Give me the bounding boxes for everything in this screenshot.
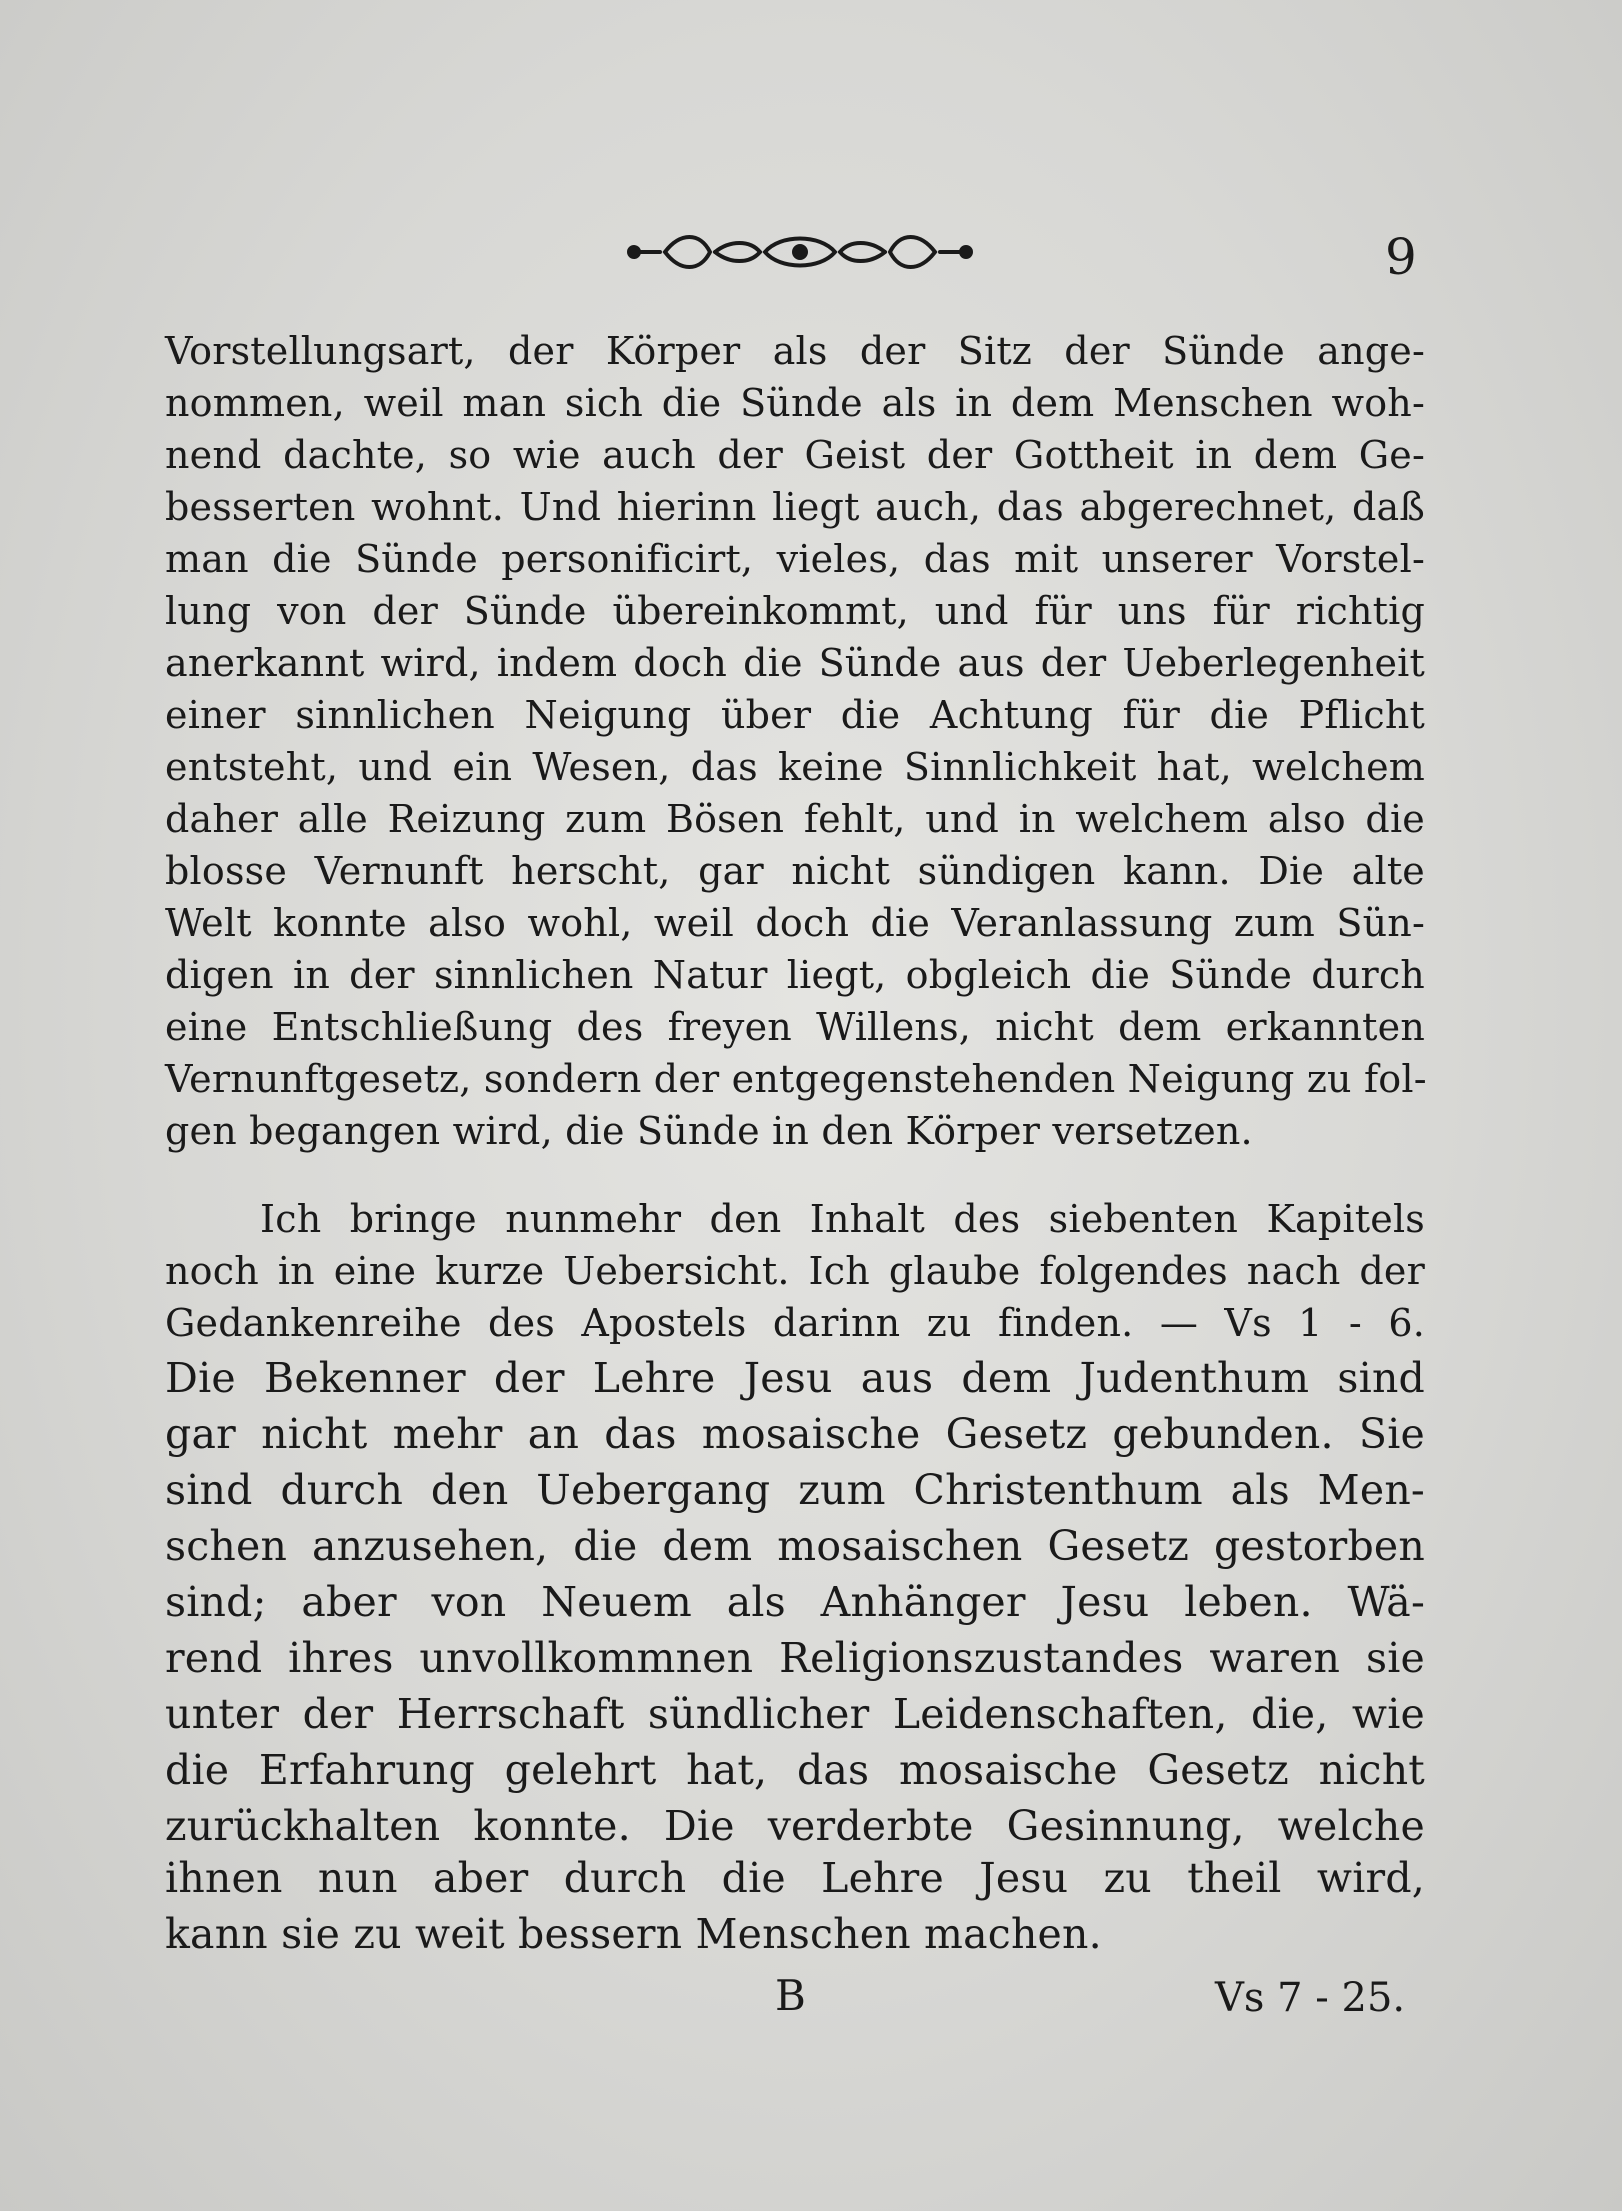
text-line: sind durch den Uebergang zum Christenthum als Men- bbox=[165, 1466, 1425, 1514]
page-number: 9 bbox=[1385, 228, 1417, 286]
text-line: nend dachte, so wie auch der Geist der Gottheit in dem Ge- bbox=[165, 433, 1425, 477]
text-line: noch in eine kurze Uebersicht. Ich glaube folgendes nach der bbox=[165, 1249, 1425, 1293]
text-line: Die Bekenner der Lehre Jesu aus dem Judenthum sind bbox=[165, 1354, 1425, 1402]
text-line: Vernunftgesetz, sondern der entgegenstehenden Neigung zu fol- bbox=[165, 1057, 1427, 1101]
text-line: Vorstellungsart, der Körper als der Sitz der Sünde ange- bbox=[165, 329, 1425, 373]
text-line: unter der Herrschaft sündlicher Leidenschaften, die, wie bbox=[165, 1690, 1425, 1738]
text-line: gen begangen wird, die Sünde in den Körper versetzen. bbox=[165, 1109, 1253, 1153]
text-line: rend ihres unvollkommnen Religionszustandes waren sie bbox=[165, 1634, 1425, 1682]
text-line: eine Entschließung des freyen Willens, nicht dem erkannten bbox=[165, 1005, 1425, 1049]
text-line: lung von der Sünde übereinkommt, und für uns für richtig bbox=[165, 589, 1425, 633]
signature-reference: Vs 7 - 25. bbox=[1215, 1975, 1406, 2021]
text-line: die Erfahrung gelehrt hat, das mosaische Gesetz nicht bbox=[165, 1746, 1425, 1794]
ornament-icon bbox=[620, 222, 980, 282]
text-line: anerkannt wird, indem doch die Sünde aus der Ueberlegenheit bbox=[165, 641, 1425, 685]
text-line: sind; aber von Neuem als Anhänger Jesu leben. Wä- bbox=[165, 1578, 1425, 1626]
text-line: besserten wohnt. Und hierinn liegt auch, das abgerechnet, daß bbox=[165, 485, 1425, 529]
text-line: zurückhalten konnte. Die verderbte Gesinnung, welche bbox=[165, 1802, 1425, 1850]
text-line: Gedankenreihe des Apostels darinn zu finden. — Vs 1 - 6. bbox=[165, 1301, 1425, 1345]
text-line: ihnen nun aber durch die Lehre Jesu zu theil wird, bbox=[165, 1854, 1425, 1902]
text-line: einer sinnlichen Neigung über die Achtung für die Pflicht bbox=[165, 693, 1425, 737]
catchword: B bbox=[775, 1971, 806, 2020]
text-line: nommen, weil man sich die Sünde als in dem Menschen woh- bbox=[165, 381, 1425, 425]
text-line: digen in der sinnlichen Natur liegt, obgleich die Sünde durch bbox=[165, 953, 1425, 997]
text-line: Welt konnte also wohl, weil doch die Veranlassung zum Sün- bbox=[165, 901, 1425, 945]
text-line: daher alle Reizung zum Bösen fehlt, und in welchem also die bbox=[165, 797, 1425, 841]
text-line: entsteht, und ein Wesen, das keine Sinnlichkeit hat, welchem bbox=[165, 745, 1425, 789]
text-line: gar nicht mehr an das mosaische Gesetz gebunden. Sie bbox=[165, 1410, 1425, 1458]
text-line: Ich bringe nunmehr den Inhalt des siebenten Kapitels bbox=[260, 1197, 1425, 1241]
text-line: schen anzusehen, die dem mosaischen Gesetz gestorben bbox=[165, 1522, 1425, 1570]
text-line: blosse Vernunft herscht, gar nicht sündigen kann. Die alte bbox=[165, 849, 1425, 893]
text-line: kann sie zu weit bessern Menschen machen. bbox=[165, 1910, 1102, 1958]
text-line: man die Sünde personificirt, vieles, das mit unserer Vorstel- bbox=[165, 537, 1425, 581]
